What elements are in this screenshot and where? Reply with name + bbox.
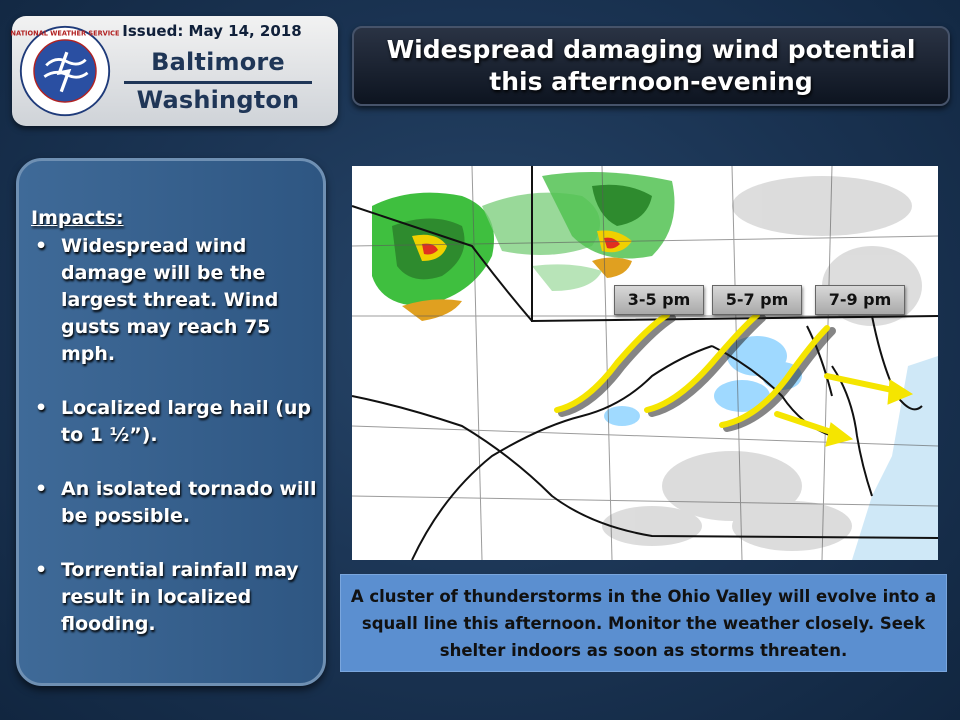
impacts-panel [16,158,326,686]
impact-item-rainfall [29,557,321,638]
impact-text: An isolated tornado will be possible. [61,478,317,527]
impact-item-tornado [29,476,321,530]
impact-text: Localized large hail (up to 1 ½”). [61,397,312,446]
office-divider [124,81,312,84]
logo-text: NATIONAL WEATHER SERVICE [10,29,120,38]
office-header [12,16,338,126]
description-text: A cluster of thunderstorms in the Ohio Valley will evolve into a squall line this afternoon. Monitor the weather closely. Seek shelter indoors as soon as storms threaten. [350,586,937,660]
bullet: • [35,397,48,419]
issued-date: Issued: May 14, 2018 [122,22,302,40]
impact-item-hail [29,395,321,449]
bullet: • [35,235,48,257]
impact-text: Torrential rainfall may result in localized flooding. [61,559,299,635]
impacts-heading: Impacts: [31,207,124,229]
bullet: • [35,559,48,581]
impact-text: Widespread wind damage will be the largest threat. Wind gusts may reach 75 mph. [61,235,279,365]
impacts-list [29,233,321,665]
time-label-3-5pm: 3-5 pm [614,285,704,315]
bullet: • [35,478,48,500]
office-name-line2: Washington [136,86,300,114]
office-name-line1: Baltimore [151,48,285,76]
impact-item-wind [29,233,321,368]
page-title: Widespread damaging wind potential this afternoon-evening [386,35,916,96]
time-label-7-9pm: 7-9 pm [815,285,905,315]
description-box [340,574,947,672]
time-label-5-7pm: 5-7 pm [712,285,802,315]
radar-map-graphic [352,166,938,560]
radar-map [352,166,938,560]
title-banner [352,26,950,106]
